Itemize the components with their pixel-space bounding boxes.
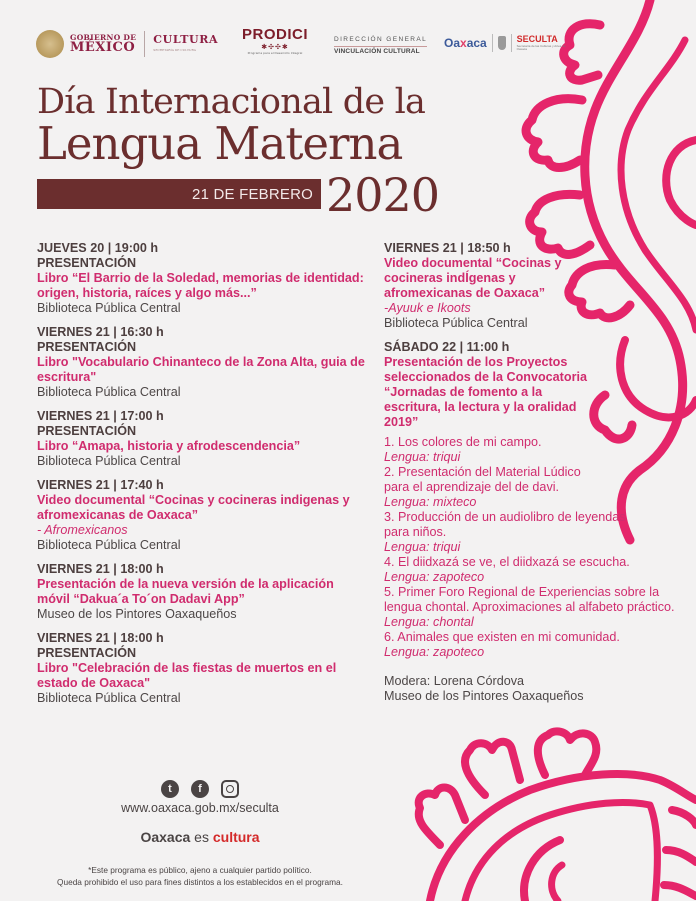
title-year: 2020 [326, 168, 440, 222]
event-type: PRESENTACIÓN [37, 340, 137, 354]
gobierno-line2: MÉXICO [70, 40, 136, 56]
title-line1: Día Internacional de la [37, 82, 426, 122]
event-title: Libro "Vocabulario Chinanteco de la Zona Alta, guia de escritura" [37, 355, 365, 384]
event-venue: Biblioteca Pública Central [384, 316, 528, 330]
event-item [37, 631, 367, 706]
gobierno-mexico-cultura-logo [36, 30, 218, 58]
footer [40, 780, 360, 845]
event-venue: Biblioteca Pública Central [37, 385, 181, 399]
website-link[interactable]: www.oaxaca.gob.mx/seculta [121, 801, 279, 815]
event-venue: Biblioteca Pública Central [37, 454, 181, 468]
facebook-icon[interactable]: f [191, 780, 209, 798]
event-datetime: JUEVES 20 | 19:00 h [37, 241, 159, 255]
project-title: 1. Los colores de mi campo. [384, 435, 542, 449]
event-venue: Museo de los Pintores Oaxaqueños [384, 689, 584, 703]
project-title: 6. Animales que existen en mi comunidad. [384, 630, 620, 644]
slogan: Oaxaca es cultura [140, 829, 260, 845]
event-note: - Afromexicanos [37, 523, 128, 537]
event-item [37, 562, 367, 622]
events-left-column [37, 241, 367, 715]
date-row [37, 168, 440, 222]
project-language: Lengua: zapoteco [384, 570, 485, 584]
event-moderator: Modera: Lorena Córdova [384, 674, 525, 688]
twitter-icon[interactable]: t [161, 780, 179, 798]
oaxaca-crest-icon [498, 36, 506, 50]
date-banner: 21 DE FEBRERO [37, 179, 321, 209]
gobierno-line1: GOBIERNO DE [70, 32, 137, 42]
project-language: Lengua: chontal [384, 615, 474, 629]
event-note: -Ayuuk e Ikoots [384, 301, 471, 315]
title-line2: Lengua Materna [37, 117, 403, 170]
event-title: Video documental “Cocinas y cocineras indÍgenas y afromexicanas de Oaxaca” [384, 256, 562, 300]
social-links [40, 780, 360, 798]
event-title: Presentación de los Proyectos seleccionados de la Convocatoria “Jornadas de fomento a la escritura, la lectura y la oralidad 2019” [384, 355, 587, 429]
event-item [384, 241, 564, 331]
event-item [37, 478, 367, 553]
event-venue: Biblioteca Pública Central [37, 538, 181, 552]
instagram-icon[interactable] [221, 780, 239, 798]
event-datetime: VIERNES 21 | 17:40 h [37, 478, 164, 492]
project-language: Lengua: zapoteco [384, 645, 485, 659]
poster-title [37, 82, 425, 168]
event-venue: Museo de los Pintores Oaxaqueños [37, 607, 237, 621]
project-language: Lengua: mixteco [384, 495, 477, 509]
event-type: PRESENTACIÓN [37, 424, 137, 438]
event-item [37, 241, 367, 316]
event-datetime: VIERNES 21 | 18:00 h [37, 631, 164, 645]
event-venue: Biblioteca Pública Central [37, 301, 181, 315]
project-title: 2. Presentación del Material Lúdico para el aprendizaje del de davi. [384, 465, 581, 494]
event-venue: Biblioteca Pública Central [37, 691, 181, 705]
event-datetime: VIERNES 21 | 18:50 h [384, 241, 511, 255]
event-type: PRESENTACIÓN [37, 646, 137, 660]
event-datetime: VIERNES 21 | 16:30 h [37, 325, 164, 339]
event-datetime: VIERNES 21 | 18:00 h [37, 562, 164, 576]
header-logos [36, 26, 566, 66]
direccion-general-vinculacion-cultural-logo: DIRECCIÓN GENERAL VINCULACIÓN CULTURAL [334, 36, 428, 55]
oaxaca-wordmark: Oaxaca [444, 36, 487, 50]
oaxaca-seculta-logo [444, 34, 566, 52]
event-title: Libro "Celebración de las fiestas de muertos en el estado de Oaxaca" [37, 661, 337, 690]
event-datetime: VIERNES 21 | 17:00 h [37, 409, 164, 423]
event-title: Libro “Amapa, historia y afrodescendencia” [37, 439, 301, 453]
decorative-pattern-bottom-right [410, 700, 696, 901]
event-datetime: SÁBADO 22 | 11:00 h [384, 340, 510, 354]
event-title: Libro “El Barrio de la Soledad, memorias de identidad: origen, historia, raíces y algo más...” [37, 271, 364, 300]
logo-divider [144, 31, 145, 57]
event-type: PRESENTACIÓN [37, 256, 137, 270]
mexico-seal-icon [36, 30, 64, 58]
events-right-column [384, 241, 684, 713]
cultura-logo: CULTURA SECRETARÍA DE CULTURA [153, 32, 219, 52]
project-language: Lengua: triqui [384, 540, 461, 554]
disclaimer: *Este programa es público, ajeno a cualquier partido político. Queda prohibido el uso para fines distintos a los establecidos en el programa. [57, 865, 343, 887]
seculta-logo: SECULTA Secretaría de las Culturas y Artes de Oaxaca [516, 34, 566, 51]
event-item [384, 340, 684, 704]
project-title: 4. El diidxazá se ve, el diidxazá se escucha. [384, 555, 630, 569]
event-title: Presentación de la nueva versión de la aplicación móvil “Dakua´a To´on Dadavi App” [37, 577, 334, 606]
event-title: Video documental “Cocinas y cocineras indigenas y afromexicanas de Oaxaca” [37, 493, 350, 522]
event-item [37, 325, 367, 400]
project-title: 5. Primer Foro Regional de Experiencias sobre la lengua chontal. Aproximaciones al alfabeto práctico. [384, 585, 675, 614]
project-language: Lengua: triqui [384, 450, 461, 464]
project-list [384, 435, 684, 660]
event-item [37, 409, 367, 469]
project-title: 3. Producción de un audiolibro de leyendas para niños. [384, 510, 626, 539]
prodici-logo: PRODICI ✱✣✣✱ Programa para el Desarrollo Integral [242, 26, 309, 55]
